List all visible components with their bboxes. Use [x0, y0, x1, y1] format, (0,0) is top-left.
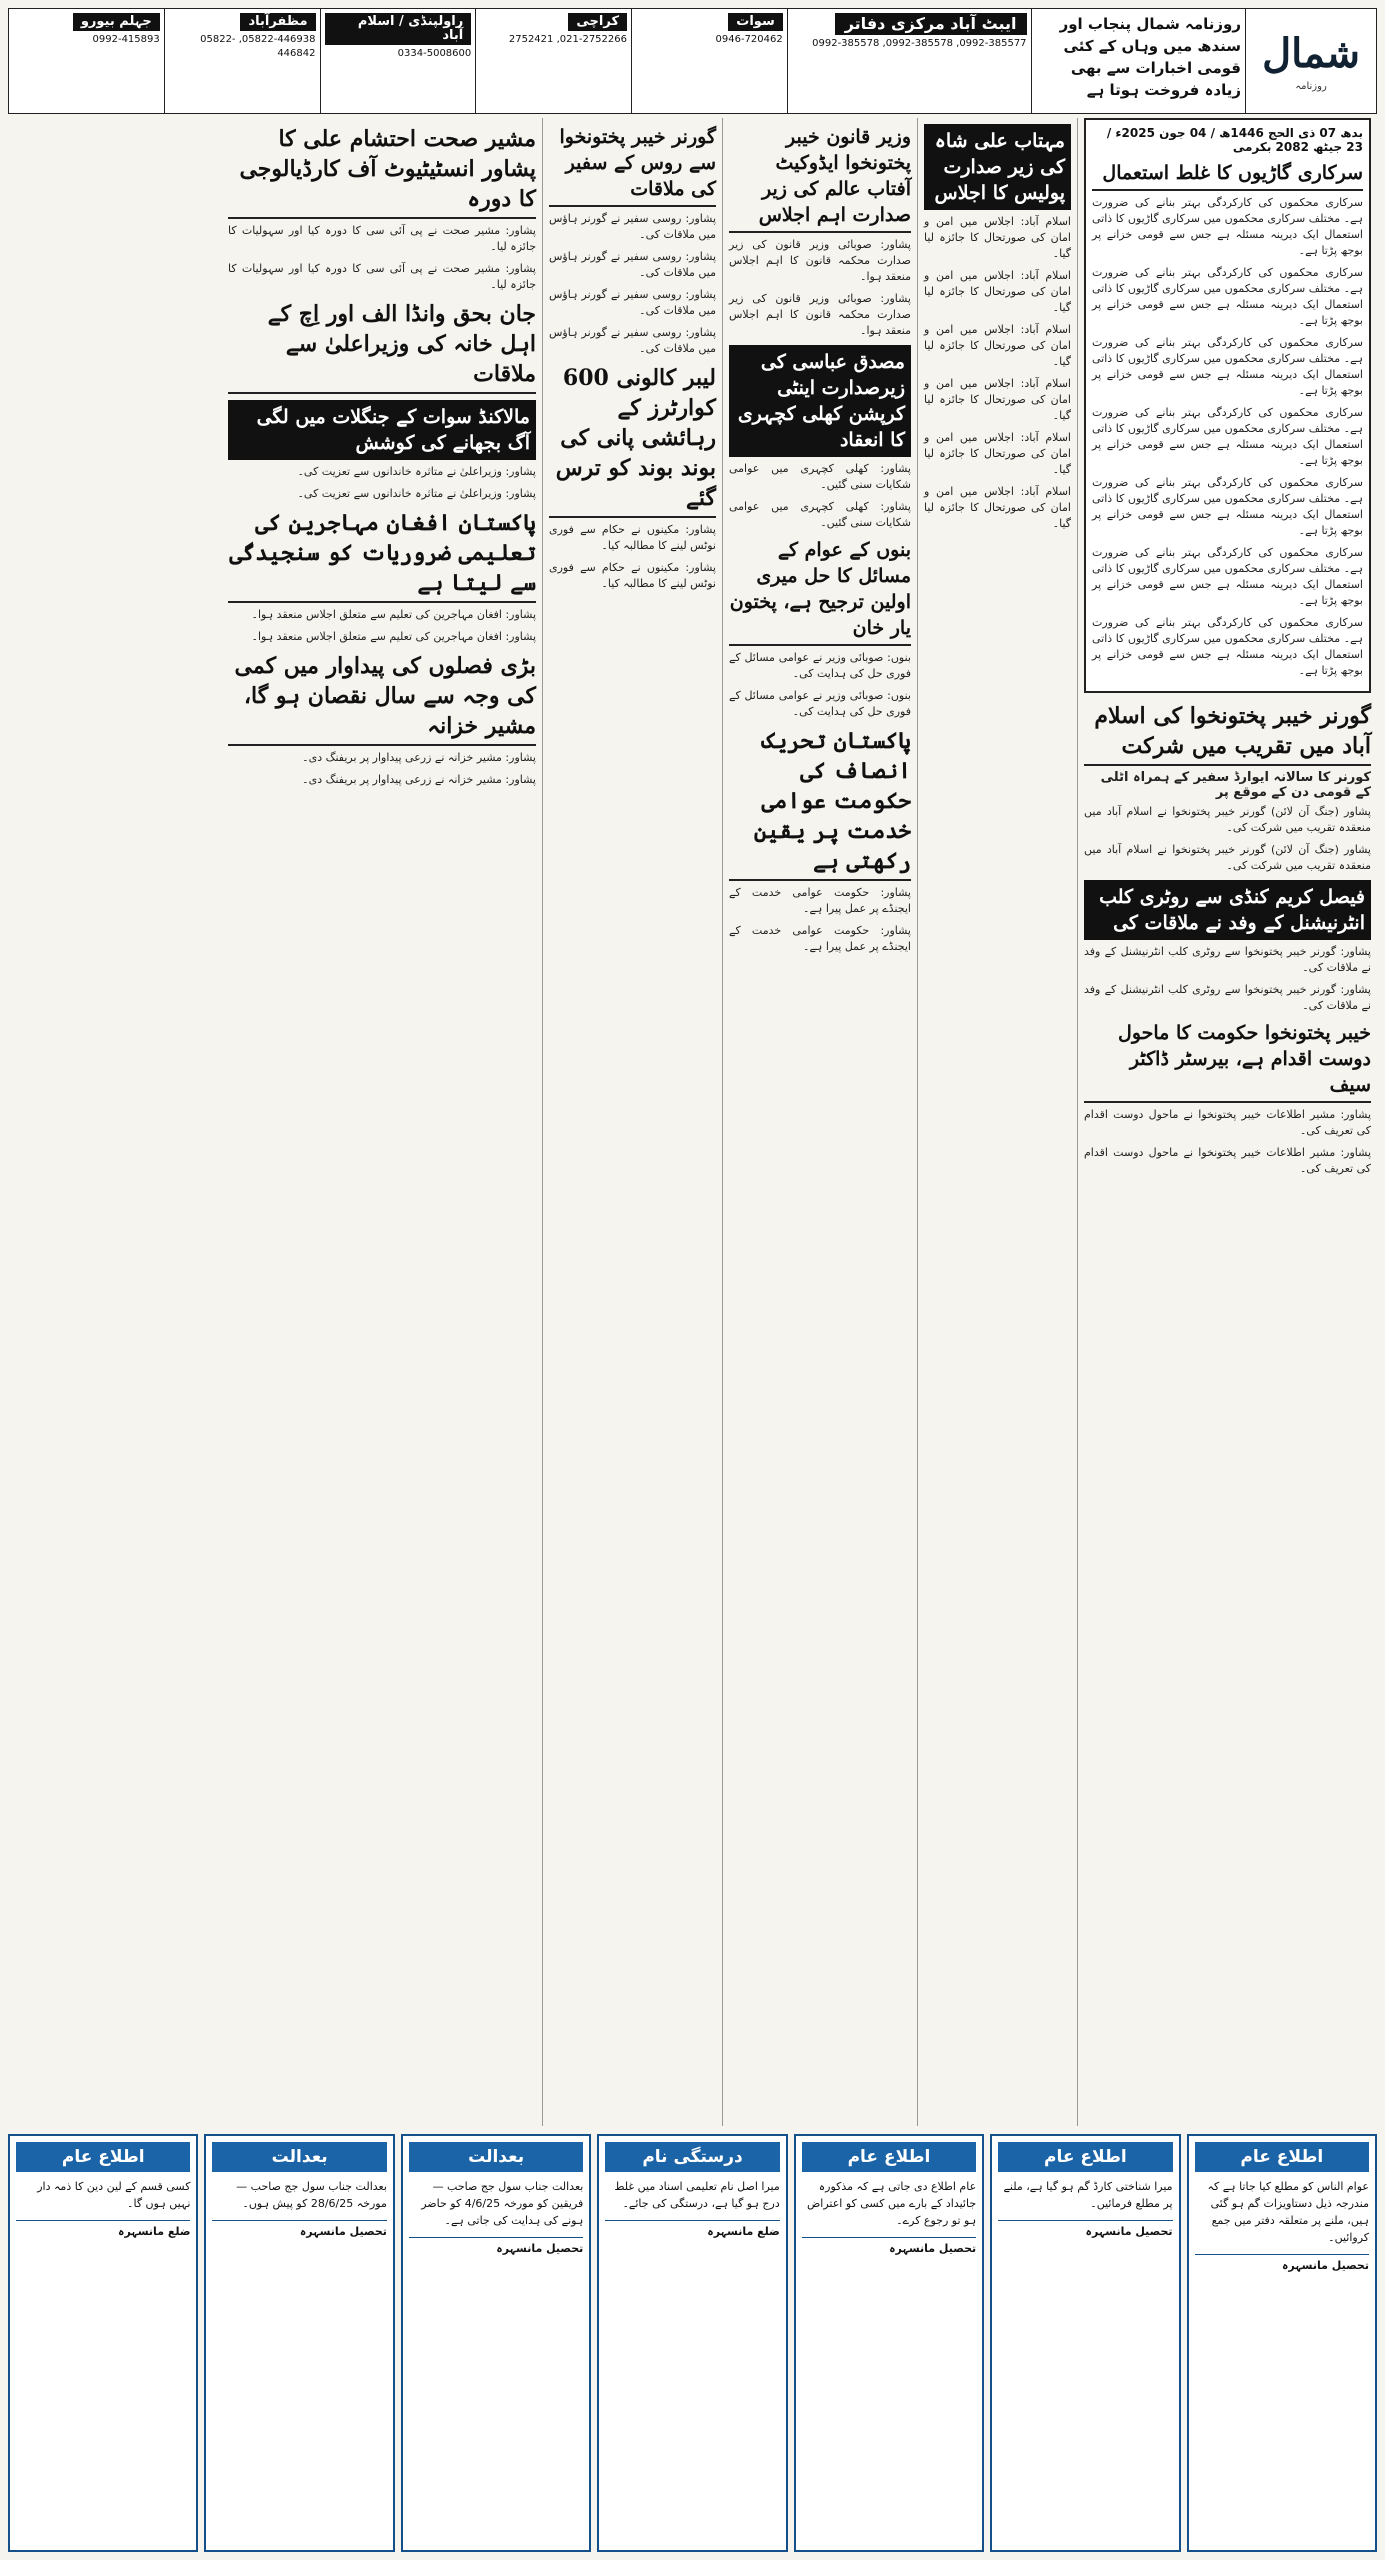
ad-box — [990, 2134, 1180, 2552]
classified-ads — [8, 2134, 1377, 2552]
article-body: اسلام آباد: اجلاس میں امن و امان کی صورتحال کا جائزہ لیا گیا۔ — [924, 377, 1071, 422]
ad-footer: ضلع مانسہرہ — [16, 2220, 190, 2238]
ad-footer: تحصیل مانسہرہ — [998, 2220, 1172, 2238]
ad-body: میرا اصل نام تعلیمی اسناد میں غلط درج ہو گیا ہے، درستگی کی جائے۔ — [614, 2180, 780, 2210]
office-phone: 021-2752266, 2752421 — [508, 34, 627, 45]
article-body: پشاور: حکومت عوامی خدمت کے ایجنڈے پر عمل پیرا ہے۔ — [729, 886, 911, 915]
article-body: پشاور: مشیر صحت نے پی آئی سی کا دورہ کیا اور سہولیات کا جائزہ لیا۔ — [228, 262, 536, 291]
editorial-body: سرکاری محکموں کی کارکردگی بہتر بنانے کی ضرورت ہے۔ مختلف سرکاری محکموں میں سرکاری گاڑیوں کا ذاتی استعمال ایک دیرینہ مسئلہ ہے جس سے قومی خزانے پر بوجھ پڑتا ہے۔ — [1092, 266, 1363, 327]
office-phone: 0992-385577, 0992-385578, 0992-385578 — [812, 38, 1027, 49]
headline: لیبر کالونی 600 کوارٹرز کے رہائشی پانی کی بوند بوند کو ترس گئے — [549, 363, 716, 518]
article-body: پشاور (جنگ آن لائن) گورنر خیبر پختونخوا نے اسلام آباد میں منعقدہ تقریب میں شرکت کی۔ — [1084, 805, 1371, 834]
headline: پاکستان افغان مہاجرین کی تعلیمی ضروریات کو سنجیدگی سے لیتا ہے — [228, 508, 536, 603]
article — [1084, 1020, 1371, 1177]
office-swat — [631, 9, 787, 113]
article-body: پشاور: گورنر خیبر پختونخوا سے روٹری کلب انٹرنیشنل کے وفد نے ملاقات کی۔ — [1084, 983, 1371, 1012]
office-city: کراچی — [568, 13, 627, 31]
ad-title: بعدالت — [409, 2142, 583, 2172]
tagline-box — [1031, 9, 1245, 113]
ad-box — [597, 2134, 787, 2552]
editorial-body: سرکاری محکموں کی کارکردگی بہتر بنانے کی ضرورت ہے۔ مختلف سرکاری محکموں میں سرکاری گاڑیوں کا ذاتی استعمال ایک دیرینہ مسئلہ ہے جس سے قومی خزانے پر بوجھ پڑتا ہے۔ — [1092, 336, 1363, 397]
office-city: راولپنڈی / اسلام آباد — [325, 13, 472, 45]
ad-box — [1187, 2134, 1377, 2552]
office-phone: 05822-446938, 05822-446842 — [200, 34, 316, 59]
ad-body: کسی قسم کے لین دین کا ذمہ دار نہیں ہوں گا۔ — [37, 2180, 191, 2210]
ad-footer: تحصیل مانسہرہ — [802, 2237, 976, 2255]
ad-body: بعدالت جناب سول جج صاحب — مورخہ 28/6/25 کو پیش ہوں۔ — [236, 2180, 387, 2210]
ad-footer: تحصیل مانسہرہ — [409, 2237, 583, 2255]
ad-box — [794, 2134, 984, 2552]
article-body: پشاور: روسی سفیر نے گورنر ہاؤس میں ملاقات کی۔ — [549, 250, 716, 279]
ad-footer: ضلع مانسہرہ — [605, 2220, 779, 2238]
article-body: پشاور: مشیر اطلاعات خیبر پختونخوا نے ماحول دوست اقدام کی تعریف کی۔ — [1084, 1108, 1371, 1137]
ad-body: عوام الناس کو مطلع کیا جاتا ہے کہ مندرجہ ذیل دستاویزات گم ہو گئی ہیں، ملنے پر متعلقہ دفتر میں جمع کروائیں۔ — [1207, 2180, 1369, 2244]
ad-body: بعدالت جناب سول جج صاحب — فریقین کو مورخہ 4/6/25 کو حاضر ہونے کی ہدایت کی جاتی ہے۔ — [421, 2180, 584, 2227]
masthead — [8, 8, 1377, 114]
logo-subtitle: روزنامہ — [1295, 81, 1327, 92]
headline: وزیر قانون خیبر پختونخوا ایڈوکیٹ آفتاب عالم کی زیر صدارت اہم اجلاس — [729, 124, 911, 233]
headline: پاکستان تحریک انصاف کی حکومت عوامی خدمت پر یقین رکھتی ہے — [729, 726, 911, 881]
article-body: پشاور: صوبائی وزیر قانون کی زیر صدارت محکمہ قانون کا اہم اجلاس منعقد ہوا۔ — [729, 292, 911, 337]
article-body: پشاور: کھلی کچہری میں عوامی شکایات سنی گئیں۔ — [729, 462, 911, 491]
article-body: پشاور: مکینوں نے حکام سے فوری نوٹس لینے کا مطالبہ کیا۔ — [549, 561, 716, 590]
office-muzaffarabad — [164, 9, 320, 113]
column-5 — [222, 118, 542, 2126]
editorial-body: سرکاری محکموں کی کارکردگی بہتر بنانے کی ضرورت ہے۔ مختلف سرکاری محکموں میں سرکاری گاڑیوں کا ذاتی استعمال ایک دیرینہ مسئلہ ہے جس سے قومی خزانے پر بوجھ پڑتا ہے۔ — [1092, 546, 1363, 607]
office-city: سوات — [728, 13, 782, 31]
article-body: پشاور: مکینوں نے حکام سے فوری نوٹس لینے کا مطالبہ کیا۔ — [549, 523, 716, 552]
column-4 — [542, 118, 722, 2126]
ad-footer: تحصیل مانسہرہ — [212, 2220, 386, 2238]
office-jhelum — [9, 9, 164, 113]
headline: مہتاب علی شاہ کی زیر صدارت پولیس کا اجلاس — [924, 124, 1071, 210]
ad-title: اطلاع عام — [802, 2142, 976, 2172]
headline: گورنر خیبر پختونخوا کی اسلام آباد میں تقریب میں شرکت — [1084, 701, 1371, 766]
ad-body: عام اطلاع دی جاتی ہے کہ مذکورہ جائیداد کے بارے میں کسی کو اعتراض ہو تو رجوع کرے۔ — [806, 2180, 977, 2227]
article-body: پشاور: گورنر خیبر پختونخوا سے روٹری کلب انٹرنیشنل کے وفد نے ملاقات کی۔ — [1084, 945, 1371, 974]
article-body: بنوں: صوبائی وزیر نے عوامی مسائل کے فوری حل کی ہدایت کی۔ — [729, 651, 911, 680]
article-body: اسلام آباد: اجلاس میں امن و امان کی صورتحال کا جائزہ لیا گیا۔ — [924, 323, 1071, 368]
headline: مشیر صحت احتشام علی کا پشاور انسٹیٹیوٹ آف کارڈیالوجی کا دورہ — [228, 124, 536, 219]
office-rawalpindi — [320, 9, 476, 113]
article-body: پشاور: مشیر صحت نے پی آئی سی کا دورہ کیا اور سہولیات کا جائزہ لیا۔ — [228, 224, 536, 253]
column-2 — [917, 118, 1077, 2126]
ad-title: اطلاع عام — [998, 2142, 1172, 2172]
headline: جان بحق وانڈا الف اور اِچ کے اہل خانہ کی وزیراعلیٰ سے ملاقات — [228, 299, 536, 394]
ad-title: بعدالت — [212, 2142, 386, 2172]
article-body: پشاور (جنگ آن لائن) گورنر خیبر پختونخوا نے اسلام آباد میں منعقدہ تقریب میں شرکت کی۔ — [1084, 843, 1371, 872]
headline: خیبر پختونخوا حکومت کا ماحول دوست اقدام ہے، بیرسٹر ڈاکٹر سیف — [1084, 1020, 1371, 1103]
article-body: پشاور: وزیراعلیٰ نے متاثرہ خاندانوں سے تعزیت کی۔ — [297, 465, 536, 478]
headline: مصدق عباسی کی زیرصدارت اینٹی کرپشن کھلی کچہری کا انعقاد — [729, 345, 911, 457]
ad-box — [8, 2134, 198, 2552]
article-body: اسلام آباد: اجلاس میں امن و امان کی صورتحال کا جائزہ لیا گیا۔ — [924, 485, 1071, 530]
ad-box — [401, 2134, 591, 2552]
logo-box — [1245, 9, 1376, 113]
editorial-body: سرکاری محکموں کی کارکردگی بہتر بنانے کی ضرورت ہے۔ مختلف سرکاری محکموں میں سرکاری گاڑیوں کا ذاتی استعمال ایک دیرینہ مسئلہ ہے جس سے قومی خزانے پر بوجھ پڑتا ہے۔ — [1092, 476, 1363, 537]
newspaper-logo: شمال — [1262, 30, 1360, 77]
office-karachi — [475, 9, 631, 113]
subheadline: کورنر کا سالانہ ایوارڈ سفیر کے ہمراہ اٹلی کے قومی دن کے موقع پر — [1100, 770, 1371, 800]
article-body: اسلام آباد: اجلاس میں امن و امان کی صورتحال کا جائزہ لیا گیا۔ — [924, 215, 1071, 260]
article-columns — [8, 118, 1377, 2126]
headline: بڑی فصلوں کی پیداوار میں کمی کی وجہ سے سال نقصان ہو گا، مشیر خزانہ — [228, 651, 536, 746]
article-body: پشاور: کھلی کچہری میں عوامی شکایات سنی گئیں۔ — [729, 500, 911, 529]
article-body: پشاور: صوبائی وزیر قانون کی زیر صدارت محکمہ قانون کا اہم اجلاس منعقد ہوا۔ — [729, 238, 911, 283]
article-body: پشاور: حکومت عوامی خدمت کے ایجنڈے پر عمل پیرا ہے۔ — [729, 924, 911, 953]
office-city: جہلم بیورو — [73, 13, 160, 31]
article-body: پشاور: مشیر اطلاعات خیبر پختونخوا نے ماحول دوست اقدام کی تعریف کی۔ — [1084, 1146, 1371, 1175]
editorial-body: سرکاری محکموں کی کارکردگی بہتر بنانے کی ضرورت ہے۔ مختلف سرکاری محکموں میں سرکاری گاڑیوں کا ذاتی استعمال ایک دیرینہ مسئلہ ہے جس سے قومی خزانے پر بوجھ پڑتا ہے۔ — [1092, 196, 1363, 257]
ad-title: اطلاع عام — [16, 2142, 190, 2172]
headline: بنوں کے عوام کے مسائل کا حل میری اولین ترجیح ہے، پختون یار خان — [729, 537, 911, 646]
article-body: پشاور: مشیر خزانہ نے زرعی پیداوار پر بریفنگ دی۔ — [302, 751, 536, 764]
editorial-body: سرکاری محکموں کی کارکردگی بہتر بنانے کی ضرورت ہے۔ مختلف سرکاری محکموں میں سرکاری گاڑیوں کا ذاتی استعمال ایک دیرینہ مسئلہ ہے جس سے قومی خزانے پر بوجھ پڑتا ہے۔ — [1092, 406, 1363, 467]
headline: گورنر خیبر پختونخوا سے روس کے سفیر کی ملاقات — [549, 124, 716, 207]
article-body: اسلام آباد: اجلاس میں امن و امان کی صورتحال کا جائزہ لیا گیا۔ — [924, 431, 1071, 476]
office-main — [787, 9, 1031, 113]
article-body: پشاور: روسی سفیر نے گورنر ہاؤس میں ملاقات کی۔ — [549, 326, 716, 355]
article — [1084, 701, 1371, 874]
ad-body: میرا شناختی کارڈ گم ہو گیا ہے، ملنے پر مطلع فرمائیں۔ — [1003, 2180, 1173, 2210]
tagline: روزنامہ شمال پنجاب اور سندھ میں وہاں کے کئی قومی اخبارات سے بھی زیادہ فروخت ہوتا ہے — [1059, 15, 1241, 99]
column-3 — [722, 118, 917, 2126]
office-phone: 0946-720462 — [715, 34, 783, 45]
headline: فیصل کریم کنڈی سے روٹری کلب انٹرنیشنل کے وفد نے ملاقات کی — [1084, 880, 1371, 940]
editorial-title: سرکاری گاڑیوں کا غلط استعمال — [1092, 160, 1363, 191]
article-body: پشاور: افغان مہاجرین کی تعلیم سے متعلق اجلاس منعقد ہوا۔ — [251, 630, 536, 643]
article-body: پشاور: مشیر خزانہ نے زرعی پیداوار پر بریفنگ دی۔ — [302, 773, 536, 786]
column-editorial — [1077, 118, 1377, 2126]
date-line: بدھ 07 ذی الحج 1446ھ / 04 جون 2025ء / 23 جیٹھ 2082 بکرمی — [1106, 126, 1363, 154]
ad-footer: تحصیل مانسہرہ — [1195, 2254, 1369, 2272]
article-body: بنوں: صوبائی وزیر نے عوامی مسائل کے فوری حل کی ہدایت کی۔ — [729, 689, 911, 718]
office-city: مظفرآباد — [240, 13, 315, 31]
article-body: پشاور: روسی سفیر نے گورنر ہاؤس میں ملاقات کی۔ — [549, 288, 716, 317]
editorial-body: سرکاری محکموں کی کارکردگی بہتر بنانے کی ضرورت ہے۔ مختلف سرکاری محکموں میں سرکاری گاڑیوں کا ذاتی استعمال ایک دیرینہ مسئلہ ہے جس سے قومی خزانے پر بوجھ پڑتا ہے۔ — [1092, 616, 1363, 677]
editorial-box — [1084, 118, 1371, 693]
office-phone: 0992-415893 — [92, 34, 160, 45]
office-city: ایبٹ آباد مرکزی دفاتر — [835, 13, 1027, 35]
article-body: پشاور: روسی سفیر نے گورنر ہاؤس میں ملاقات کی۔ — [549, 212, 716, 241]
article — [1084, 880, 1371, 1014]
article-body: پشاور: افغان مہاجرین کی تعلیم سے متعلق اجلاس منعقد ہوا۔ — [251, 608, 536, 621]
article-body: اسلام آباد: اجلاس میں امن و امان کی صورتحال کا جائزہ لیا گیا۔ — [924, 269, 1071, 314]
ad-title: درستگی نام — [605, 2142, 779, 2172]
article-body: پشاور: وزیراعلیٰ نے متاثرہ خاندانوں سے تعزیت کی۔ — [297, 487, 536, 500]
office-phone: 0334-5008600 — [397, 48, 472, 59]
ad-box — [204, 2134, 394, 2552]
subheadline: مالاکنڈ سوات کے جنگلات میں لگی آگ بجھانے کی کوشش — [228, 400, 536, 460]
ad-title: اطلاع عام — [1195, 2142, 1369, 2172]
